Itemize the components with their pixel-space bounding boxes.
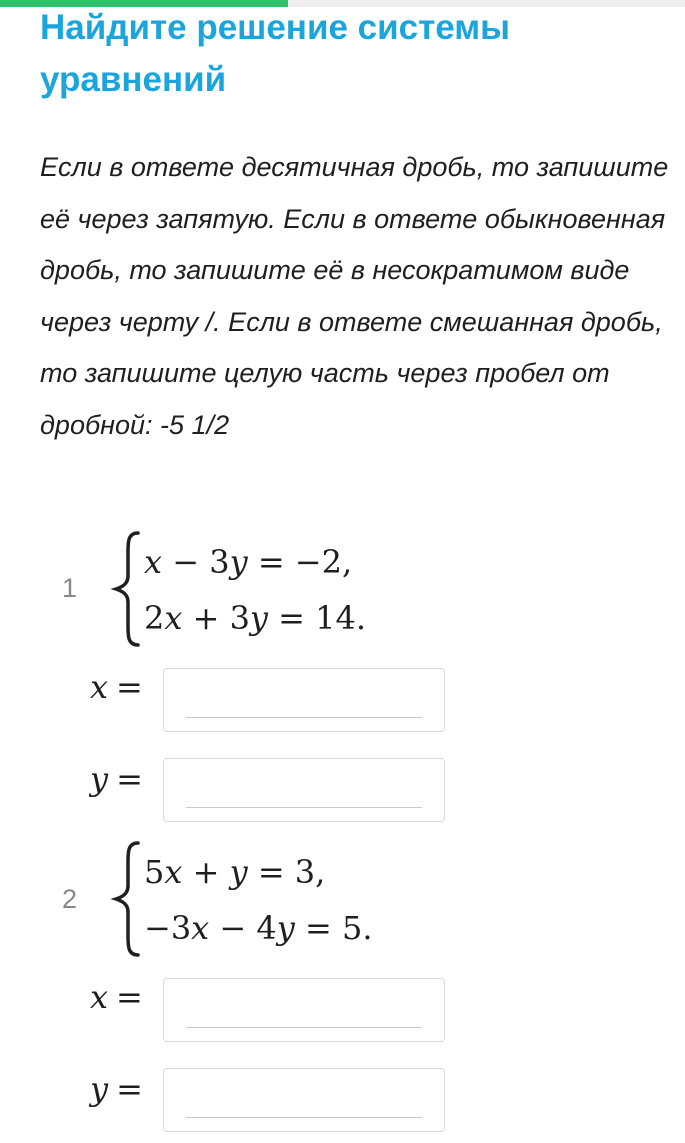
equation-system [110, 528, 410, 653]
x-answer-box[interactable] [163, 978, 445, 1042]
curly-brace-icon [110, 840, 144, 958]
y-answer-box[interactable] [163, 1068, 445, 1132]
equation-line: 5x + y = 3, [144, 853, 326, 891]
problem-number: 2 [62, 884, 78, 914]
x-answer-input[interactable] [186, 677, 422, 718]
problem-number: 1 [62, 573, 78, 603]
x-label: x = [90, 978, 143, 1016]
equation-system [110, 838, 430, 963]
x-answer-input[interactable] [186, 987, 422, 1028]
y-answer-box[interactable] [163, 758, 445, 822]
y-label: y = [90, 1070, 143, 1108]
x-label: x = [90, 668, 143, 706]
instructions-text: Если в ответе десятичная дробь, то запишите её через запятую. Если в ответе обыкновенная дробь, то запишите её в несократимом виде через черту /. Если в ответе смешанная дробь, то запишите целую часть через пробел от дробной: -5 1/2 [40, 152, 669, 440]
equation-line: x − 3y = −2, [144, 543, 353, 581]
y-label: y = [90, 760, 143, 798]
curly-brace-icon [110, 530, 144, 648]
equation-line: 2x + 3y = 14. [144, 599, 367, 637]
equation-line: −3x − 4y = 5. [144, 909, 373, 947]
x-answer-box[interactable] [163, 668, 445, 732]
y-answer-input[interactable] [186, 767, 422, 808]
page-title: Найдите решение системы уравнений [40, 8, 511, 99]
y-answer-input[interactable] [186, 1077, 422, 1118]
